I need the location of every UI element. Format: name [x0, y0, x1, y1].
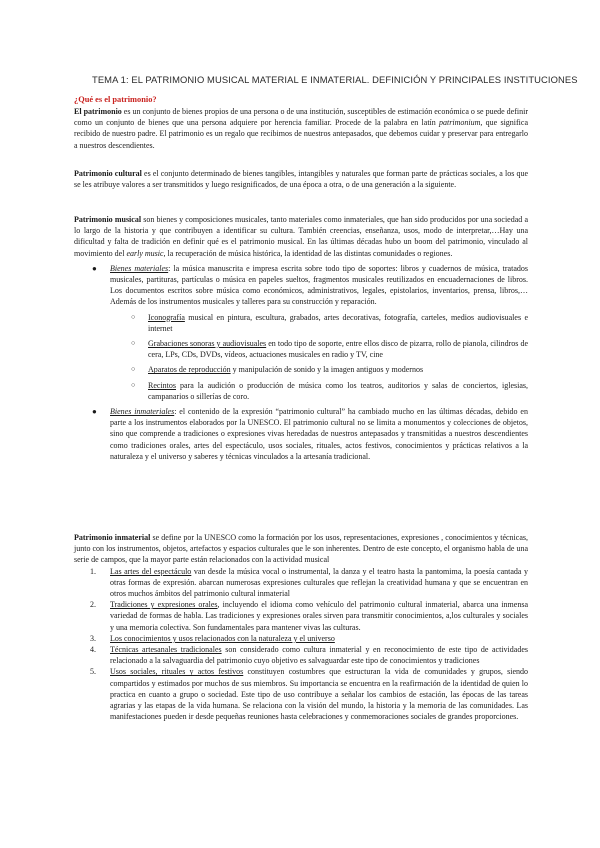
list-item-artes-espectaculo: [74, 566, 528, 600]
item-label: Las artes del espectáculo: [110, 566, 192, 576]
list-number: 1.: [90, 566, 96, 576]
sub-item-aparatos: [74, 364, 528, 375]
list-item-conocimientos: [74, 633, 528, 644]
term-patrimonio-musical: Patrimonio musical: [74, 215, 142, 224]
sub-label: Recintos: [148, 380, 176, 390]
list-item-bienes-inmateriales: [74, 406, 528, 462]
text: para la audición o producción de música como los teatros, auditorios y salas de conciertos, iglesias, campanarios o sillerías de coro.: [148, 380, 528, 401]
term-patrimonio: El patrimonio: [74, 107, 122, 116]
list-item-tecnicas-artesanales: [74, 644, 528, 666]
list-number: 5.: [90, 667, 96, 677]
list-item-bienes-materiales: [74, 263, 528, 308]
text: musical en pintura, escultura, grabados, artes decorativas, fotografía, carteles, medios audiovisuales e internet: [148, 312, 528, 333]
paragraph-patrimonio-cultural: [74, 168, 528, 190]
bullet-icon: ●: [92, 407, 97, 417]
paragraph-patrimonio-musical: [74, 214, 528, 462]
text: son bienes y composiciones musicales, tanto materiales como inmateriales, que han sido producidos por una sociedad a lo largo de la historia y que contribuyen a identificar su cultura. También creencias, enseñanza, usos, modo de interpretar,…Hay una dificultad y falta de tradición en definir qué es el patrimonio musical. En las últimas décadas hubo un boom del patrimonio, vinculado al movimiento del: [74, 215, 529, 258]
term-patrimonio-cultural: Patrimonio cultural: [74, 169, 142, 178]
circle-bullet-icon: ○: [131, 312, 136, 321]
text: son considerado como cultura inmaterial y en reconocimiento de este tipo de actividades relacionado a la salvaguardia del patrimonio cuyo objetivo es salvaguardar este tipo de conocimientos y tradiciones: [110, 645, 528, 666]
latin-term: patrimonium: [439, 118, 481, 128]
circle-bullet-icon: ○: [131, 365, 136, 374]
text: en todo tipo de soporte, entre ellos disco de pizarra, rollo de pianola, cilindros de cera, LPs, CDs, DVDs, vídeos, actuaciones musicales en radio y TV, cine: [148, 339, 528, 360]
item-label: Usos sociales, rituales y actos festivos: [110, 667, 244, 677]
text: es un conjunto de bienes propios de una persona o de una institución, susceptibles de estimación económica o se puede definir como un conjunto de bienes que una persona adquiere por herencia familiar. Procede de la palabra en latín: [74, 107, 528, 128]
text: , incluyendo el idioma como vehículo del patrimonio cultural inmaterial, abarca una inmensa variedad de formas de habla. Las tradiciones y expresiones orales sirven para transmitir conocimientos, a,los culturales y sociales y una memoria colectiva. Son fundamentales para mantener vivas las culturas.: [110, 600, 528, 632]
label-bienes-inmateriales: Bienes inmateriales: [110, 407, 175, 417]
sub-item-grabaciones: [74, 338, 528, 360]
text: es el conjunto determinado de bienes tangibles, intangibles y naturales que forman parte de prácticas sociales, a los que se les atribuye valores a ser transmitidos y luego resignificados, de una época a otra, o de una generación a la siguiente.: [74, 169, 528, 190]
section-heading: ¿Qué es el patrimonio?: [74, 95, 157, 104]
text: , la recuperación de música histórica, la identidad de las distintas comunidades o regiones.: [163, 248, 453, 258]
paragraph-patrimonio-inmaterial: [74, 532, 528, 722]
text: van desde la música vocal o instrumental, la danza y el teatro hasta la pantomima, la poesía cantada y otras formas de expresión. abarcan numerosas expresiones culturales que reflejan la creatividad humana y que se encuentran en otros muchos ámbitos del patrimonio cultural inmaterial: [110, 566, 528, 599]
list-item-usos-sociales: [74, 666, 528, 722]
bullet-icon: ●: [92, 263, 97, 273]
text: : el contenido de la expresión “patrimonio cultural” ha cambiado mucho en las últimas décadas, debido en parte a los instrumentos elaborados por la UNESCO. El patrimonio cultural no se limita a monumentos y colecciones de objetos, sino que comprende a tradiciones o expresiones vivas heredadas de nuestros antepasados y transmitidas a nuestros descendientes como tradiciones orales, artes del espectáculo, usos sociales, rituales, actos festivos, conocimientos y prácticas relativos a la naturaleza y el universo y saberes y técnicas vinculados a la artesanía tradicional.: [110, 407, 528, 461]
sub-label: Grabaciones sonoras y audiovisuales: [148, 339, 267, 349]
list-number: 2.: [90, 600, 96, 610]
item-label: Tradiciones y expresiones orales: [110, 600, 218, 610]
label-bienes-materiales: Bienes materiales: [110, 263, 169, 273]
text: y manipulación de sonido y la imagen antiguos y modernos: [230, 365, 424, 375]
document-title: TEMA 1: EL PATRIMONIO MUSICAL MATERIAL E INMATERIAL. DEFINICIÓN Y PRINCIPALES INSTITUCIONES: [92, 74, 578, 85]
text: : la música manuscrita e impresa escrita sobre todo tipo de soportes: libros y cuadernos de música, tratados musicales, partituras, partículas o música en papeles sueltos, fragmentos musicales reutilizados en encuadernaciones de libros. Los documentos escritos sobre música como económicos, administrativos, legales, epistolarios, inventarios, prensa, libros,… Además de los instrumentos musicales y talleres para su construcción y reparación.: [110, 263, 528, 307]
sub-label: Aparatos de reproducción: [148, 365, 231, 375]
sub-item-iconografia: [74, 312, 528, 334]
text: se define por la UNESCO como la formación por los usos, representaciones, expresiones , conocimientos y técnicas, junto con los instrumentos, objetos, artefactos y espacios culturales que le son inherentes. Dentro de este concepto, el organismo habla de una serie de campos, que la mayor parte están relacionados con la actividad musical: [74, 533, 528, 565]
list-number: 3.: [90, 633, 96, 643]
paragraph-patrimonio: [74, 106, 528, 151]
list-item-tradiciones-orales: [74, 599, 528, 633]
item-label: Los conocimientos y usos relacionados con la naturaleza y el universo: [110, 633, 335, 643]
text: , que significa recibido de nuestro padre. El patrimonio es un regalo que recibimos de nuestros antepasados, que debemos cuidar y preservar para entregarlo a nuestros descendientes.: [74, 118, 528, 150]
early-music-term: early music: [126, 248, 164, 258]
circle-bullet-icon: ○: [131, 339, 136, 348]
list-number: 4.: [90, 645, 96, 655]
item-label: Técnicas artesanales tradicionales: [110, 645, 222, 655]
text: constituyen costumbres que estructuran la vida de comunidades y grupos, siendo compartidos y estimados por muchos de sus miembros. Su importancia se encuentra en la reafirmación de la identidad de quien lo practica en cuanto a grupo o sociedad. Este tipo de uso contribuye a señalar los cambios de estación, las épocas de las tareas agrarias y las etapas de la vida humana. Se relaciona con la visión del mundo, la historia y la memoria de las comunidades. Las manifestaciones pueden ir desde pequeñas reuniones hasta celebraciones y conmemoraciones sociales de grandes proporciones.: [110, 667, 528, 722]
sub-item-recintos: [74, 380, 528, 402]
circle-bullet-icon: ○: [131, 380, 136, 389]
sub-label: Iconografía: [148, 312, 185, 322]
term-patrimonio-inmaterial: Patrimonio inmaterial: [74, 533, 151, 542]
